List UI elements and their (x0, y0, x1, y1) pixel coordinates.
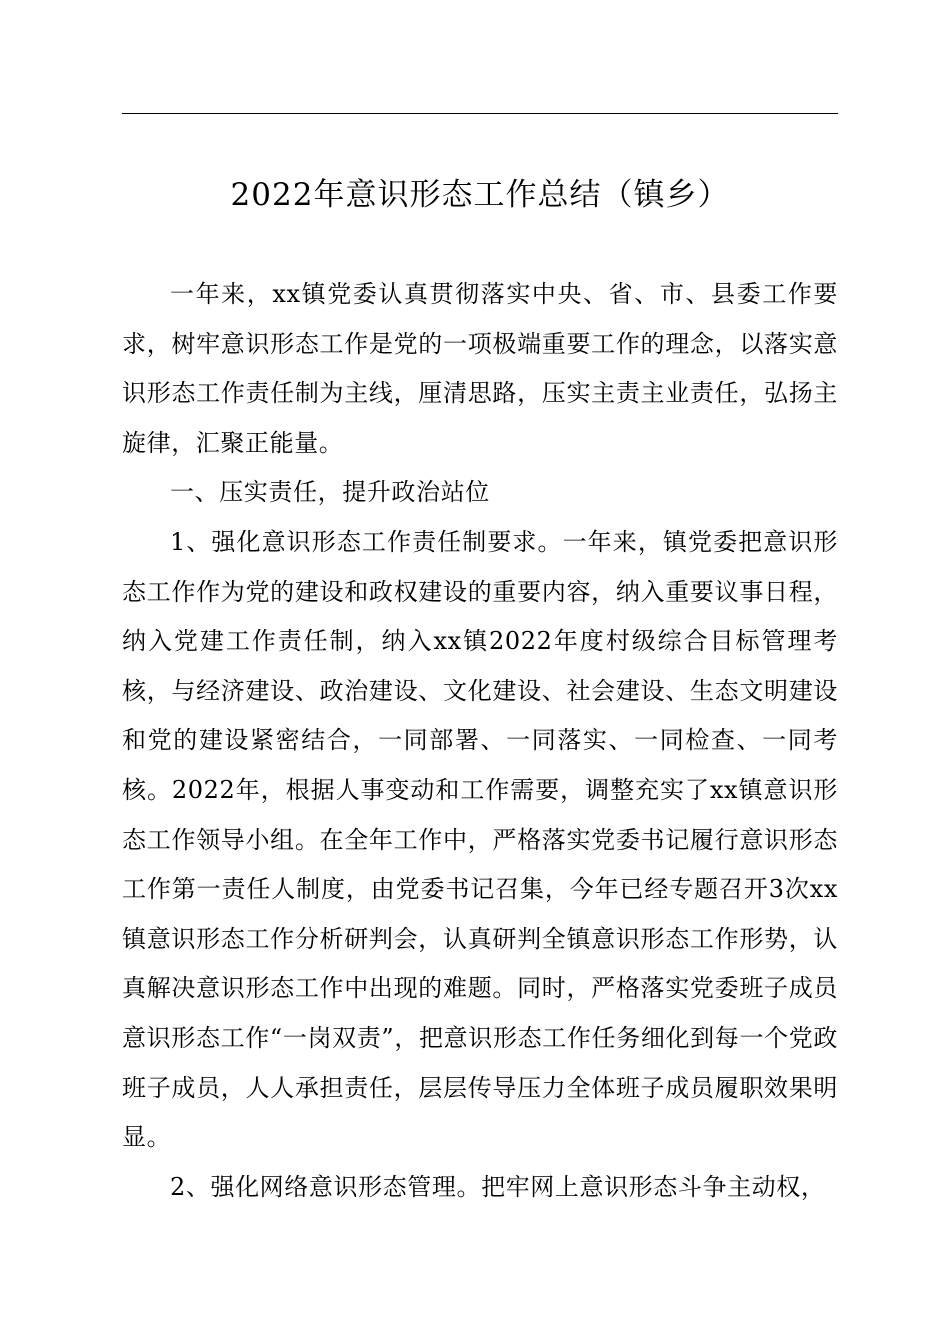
section-heading-1: 一、压实责任，提升政治站位 (170, 478, 490, 507)
paragraph-item-2: 2、强化网络意识形态管理。把牢网上意识形态斗争主动权， (170, 1172, 826, 1201)
document-title: 2022年意识形态工作总结（镇乡） (230, 177, 730, 213)
header-rule (122, 113, 838, 114)
paragraph-item-1: 1、强化意识形态工作责任制要求。一年来，镇党委把意识形态工作作为党的建设和政权建设的重要内容，纳入重要议事日程，纳入党建工作责任制，纳入xx镇2022年度村级综合目标管理考核，与经济建设、政治建设、文化建设、社会建设、生态文明建设和党的建设紧密结合，一同部署、一同落实、一同检查、一同考核。2022年，根据人事变动和工作需要，调整充实了xx镇意识形态工作领导小组。在全年工作中，严格落实党委书记履行意识形态工作第一责任人制度，由党委书记召集，今年已经专题召开3次xx镇意识形态工作分析研判会，认真研判全镇意识形态工作形势，认真解决意识形态工作中出现的难题。同时，严格落实党委班子成员意识形态工作“一岗双责”，把意识形态工作任务细化到每一个党政班子成员，人人承担责任，层层传导压力全体班子成员履职效果明显。 (122, 527, 838, 1152)
paragraph-intro: 一年来，xx镇党委认真贯彻落实中央、省、市、县委工作要求，树牢意识形态工作是党的一项极端重要工作的理念，以落实意识形态工作责任制为主线，厘清思路，压实主责主业责任，弘扬主旋律，汇聚正能量。 (122, 280, 838, 457)
document-body (122, 270, 838, 1212)
